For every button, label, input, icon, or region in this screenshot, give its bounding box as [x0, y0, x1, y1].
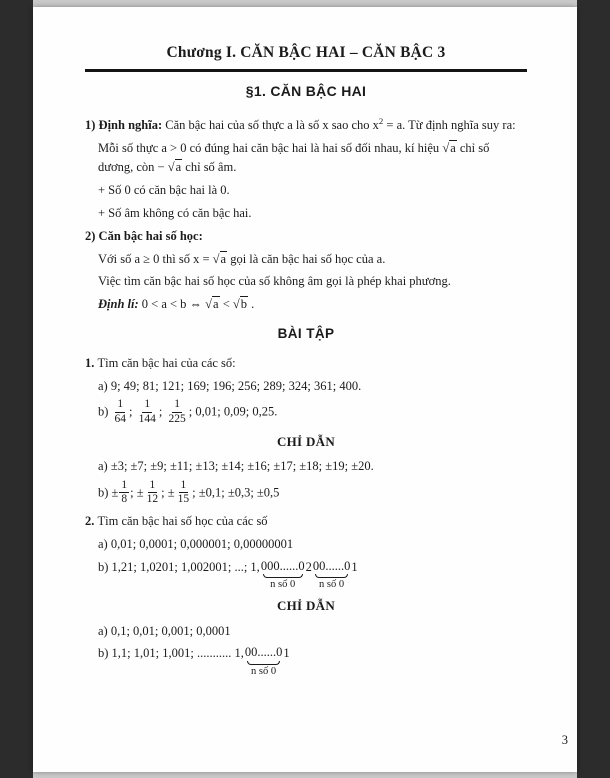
- viewer-edge-left: [0, 0, 33, 778]
- text-run: Với số a ≥ 0 thì số x =: [98, 251, 213, 266]
- text-run: Việc tìm căn bậc hai số học của số không âm gọi là phép khai phương.: [98, 274, 451, 289]
- radical-icon: √: [232, 297, 240, 312]
- section-title: §1. CĂN BẬC HAI: [245, 83, 367, 100]
- theorem-paragraph: [98, 295, 527, 314]
- exercise-2a: [98, 535, 527, 554]
- underbrace-n-zeros: [313, 558, 351, 591]
- fraction: [119, 479, 129, 506]
- radicand: a: [220, 251, 227, 266]
- denominator: 12: [146, 493, 159, 506]
- exercise-1-marker: 1.: [85, 355, 98, 370]
- fraction: [137, 398, 158, 425]
- underbrace-label: n số 0: [270, 579, 296, 591]
- text-run: .: [248, 297, 255, 312]
- text-run: Tìm căn bậc hai số học của các số: [97, 514, 268, 529]
- item2-marker: 2): [85, 228, 99, 243]
- fraction: [113, 398, 129, 425]
- exercise-1a: [98, 377, 527, 396]
- radicand: a: [450, 140, 456, 155]
- item-label: b): [98, 405, 112, 419]
- exponent: 2: [378, 115, 384, 126]
- separator: ;: [158, 405, 166, 419]
- hint-2b: [98, 644, 527, 677]
- text-run: 2: [305, 560, 312, 575]
- radicand: a: [175, 160, 182, 175]
- separator: ;: [192, 485, 199, 500]
- exercise-1-title: [85, 354, 527, 373]
- hint-2a: [98, 622, 527, 641]
- plus-minus-sign: ±: [111, 485, 119, 500]
- text-run: a) 0,1; 0,01; 0,001; 0,0001: [98, 623, 231, 638]
- item2-title: Căn bậc hai số học:: [98, 228, 203, 243]
- item1-marker: 1): [85, 117, 99, 132]
- arithmetic-root-heading: [85, 227, 527, 246]
- exercise-2-title: [85, 512, 527, 531]
- numerator: 1: [119, 479, 129, 493]
- text-run: gọi là căn bậc hai số học của a.: [227, 251, 386, 266]
- sqrt-expression: [442, 140, 456, 155]
- text-run: Tìm căn bậc hai của các số:: [97, 355, 236, 370]
- text-run: = a. Từ định nghĩa suy ra:: [383, 117, 516, 132]
- item1-title: Định nghĩa:: [98, 117, 166, 132]
- viewer-edge-right: [577, 0, 610, 778]
- text-run: chỉ số dương, còn −: [98, 140, 490, 175]
- hint-1a: [98, 457, 527, 476]
- separator: ;: [188, 405, 196, 419]
- underbrace-label: n số 0: [319, 579, 345, 591]
- numerator: 1: [148, 479, 158, 493]
- underbrace-label: n số 0: [251, 665, 277, 677]
- radical-icon: √: [442, 140, 450, 155]
- numerator: 1: [172, 398, 182, 412]
- radicand: b: [240, 297, 248, 312]
- fraction: [167, 398, 188, 425]
- radical-icon: √: [167, 160, 175, 175]
- separator: ;: [161, 485, 168, 500]
- text-run: b) 1,21; 1,0201; 1,002001; ...; 1,: [98, 560, 260, 575]
- text-run: + Số 0 có căn bậc hai là 0.: [98, 182, 230, 197]
- denominator: 64: [114, 412, 127, 425]
- plus-minus-sign: ±: [167, 485, 175, 500]
- text-run: 0 < a < b ⇔: [138, 297, 206, 312]
- zero-run: 000......0: [260, 559, 305, 574]
- text-run: 1: [351, 560, 358, 575]
- text-run: a) 0,01; 0,0001; 0,000001; 0,00000001: [98, 537, 294, 552]
- separator: ;: [129, 405, 136, 419]
- fraction: [176, 479, 192, 506]
- denominator: 8: [121, 493, 128, 506]
- numerator: 1: [142, 398, 152, 412]
- text-run: 0,01; 0,09; 0,25.: [195, 405, 278, 419]
- exercise-1b: [98, 399, 527, 426]
- theory-section: [85, 115, 527, 315]
- page-number: 3: [561, 732, 568, 747]
- exercises-heading: BÀI TẬP: [277, 325, 335, 341]
- denominator: 15: [177, 493, 190, 506]
- theorem-label: Định lí:: [98, 297, 139, 312]
- exercise-2b: [98, 558, 527, 591]
- fraction: [145, 479, 161, 506]
- note-negative: [98, 204, 527, 223]
- sqrt-expression: [168, 159, 182, 174]
- title-rule: [85, 69, 527, 72]
- separator: ;: [130, 485, 137, 500]
- arithmetic-root-definition: [98, 250, 527, 269]
- text-run: b) 1,1; 1,01; 1,001; ........... 1,: [98, 646, 244, 661]
- hint-1: [85, 457, 527, 507]
- underbrace-n-zeros: [245, 644, 283, 677]
- exercise-2: [85, 512, 527, 591]
- text-run: + Số âm không có căn bậc hai.: [98, 205, 252, 220]
- zero-run: 00......0: [312, 559, 351, 574]
- note-zero: [98, 181, 527, 200]
- hint-2: [85, 622, 527, 678]
- underbrace-n-zeros: [261, 558, 305, 591]
- item-label: b): [98, 485, 112, 500]
- zero-run: 00......0: [244, 645, 283, 660]
- text-run: Căn bậc hai của số thực a là số x sao cho x: [165, 117, 379, 132]
- definition-paragraph: [85, 115, 527, 136]
- exercise-2-marker: 2.: [85, 514, 98, 529]
- radical-icon: √: [212, 251, 220, 266]
- sqrt-expression: [233, 296, 248, 311]
- text-run: chỉ số âm.: [182, 160, 237, 175]
- chapter-title: Chương I. CĂN BẬC HAI – CĂN BẬC 3: [166, 44, 446, 61]
- hint-1-heading: CHỈ DẪN: [276, 433, 336, 449]
- text-run: 1: [283, 646, 290, 661]
- khai-phuong-paragraph: [98, 272, 527, 291]
- document-page: [33, 7, 577, 772]
- text-run: a) ±3; ±7; ±9; ±11; ±13; ±14; ±16; ±17; ±18; ±19; ±20.: [98, 458, 374, 473]
- text-run: <: [219, 297, 233, 312]
- hint-1b: [98, 480, 527, 507]
- radical-icon: √: [205, 297, 213, 312]
- denominator: 225: [168, 412, 186, 425]
- sqrt-expression: [205, 296, 219, 311]
- radicand: a: [213, 297, 219, 312]
- hint-2-heading: CHỈ DẪN: [276, 598, 336, 614]
- numerator: 1: [179, 479, 189, 493]
- sqrt-expression: [213, 251, 227, 266]
- plus-minus-sign: ±: [136, 485, 144, 500]
- numerator: 1: [115, 398, 125, 412]
- text-run: Mỗi số thực a > 0 có đúng hai căn bậc hai là hai số đối nhau, kí hiệu: [98, 140, 443, 155]
- definition-detail: [98, 139, 527, 178]
- denominator: 144: [138, 412, 156, 425]
- text-run: ±0,1; ±0,3; ±0,5: [198, 485, 280, 500]
- exercise-1: [85, 354, 527, 427]
- text-run: a) 9; 49; 81; 121; 169; 196; 256; 289; 324; 361; 400.: [98, 378, 362, 393]
